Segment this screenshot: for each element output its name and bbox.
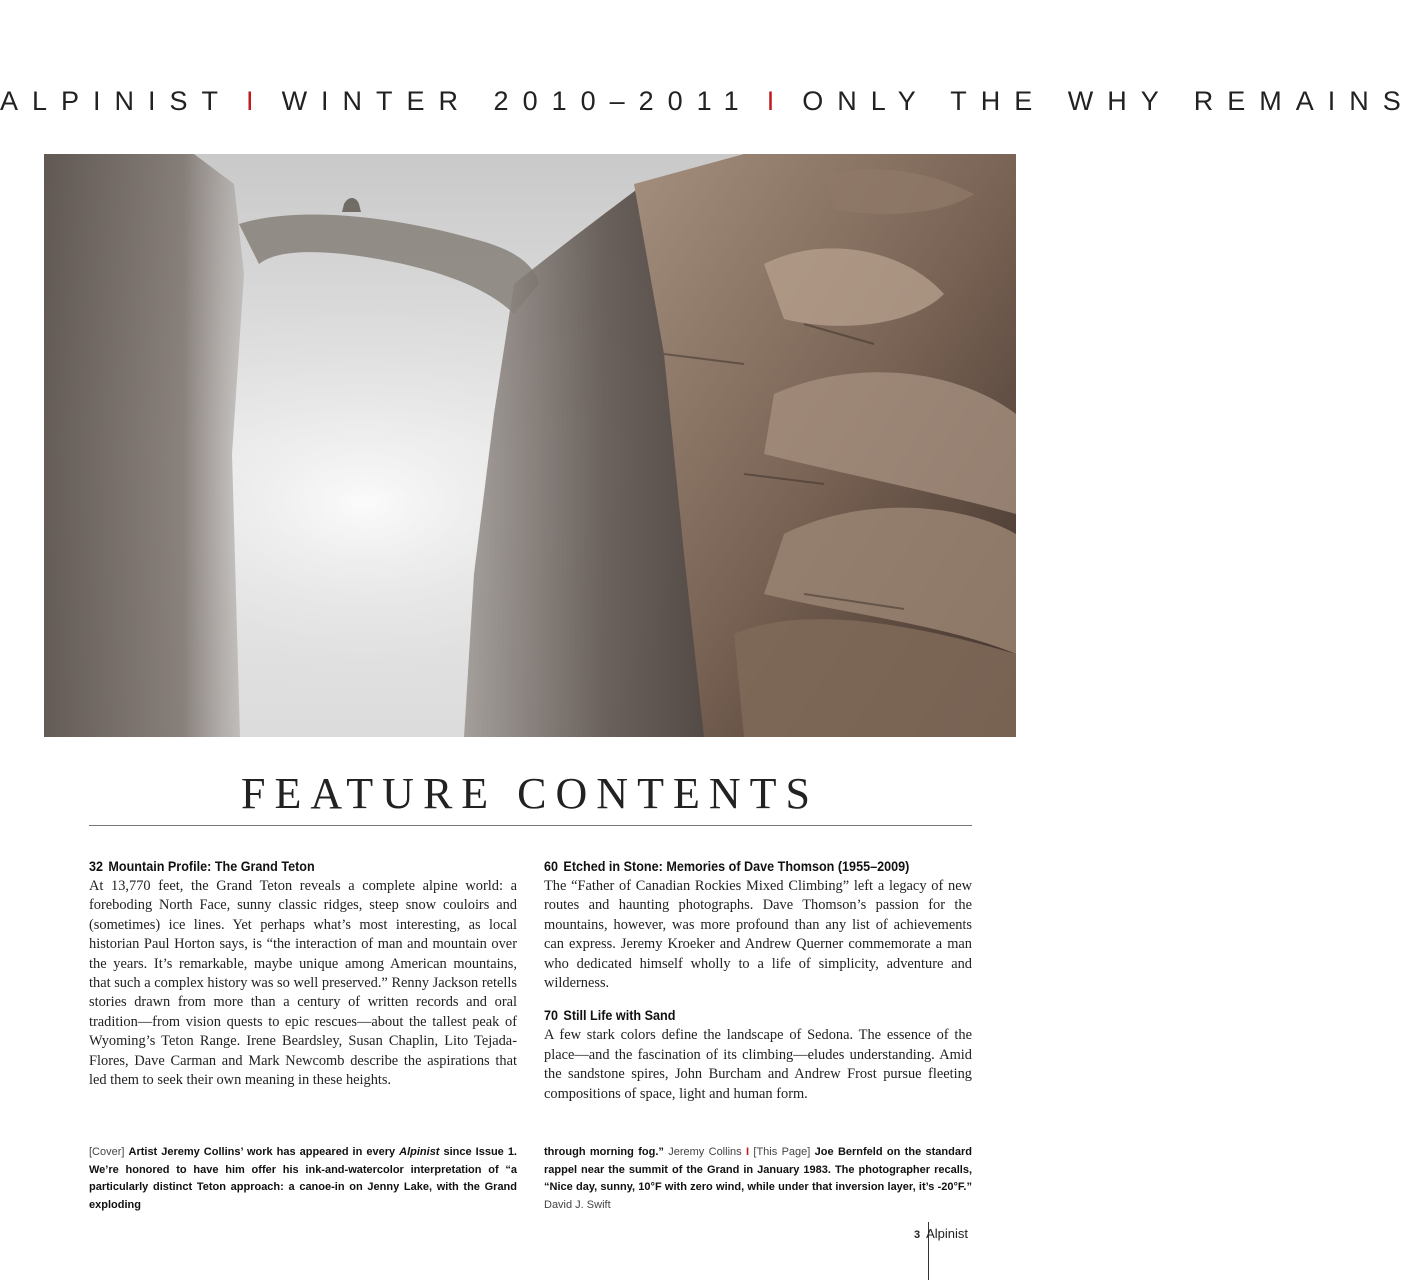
photo-caption-left (89, 1144, 517, 1214)
right-column (544, 858, 972, 1104)
feature-page-number: 32 (89, 858, 104, 874)
item-gap (544, 993, 972, 1007)
caption-page-credit: David J. Swift (544, 1198, 611, 1211)
header-magazine: ALPINIST (0, 86, 233, 116)
feature-heading-text: Mountain Profile: The Grand Teton (108, 858, 315, 874)
caption-cover-text-b: since Issue 1. We’re honored to have him offer his ink-and-watercolor interpretation of “a particularly distinct Teton approach: a canoe-in on Jenny Lake, with the Grand exploding (89, 1146, 517, 1211)
header-separator: I (246, 86, 268, 116)
feature-item (544, 858, 972, 993)
feature-item (544, 1007, 972, 1104)
caption-cover-text-c: through morning fog.” (544, 1146, 664, 1158)
caption-divider: I (745, 1146, 750, 1158)
feature-body: At 13,770 feet, the Grand Teton reveals a complete alpine world: a foreboding North Face, sunny classic ridges, steep snow couloirs and (sometimes) ice lines. Yet perhaps what’s most interesting, as local historian Paul Horton says, is “the interaction of man and mountain over the years. It’s remarkable, maybe unique among American mountains, that such a complex history was so well preserved.” Renny Jackson retells stories drawn from more than a century of written records and oral tradition—from vision quests to epic rescues—about the tallest peak of Wyoming’s Teton Range. Irene Beardsley, Susan Chaplin, Lito Tejada-Flores, Dave Carman and Mark Newcomb describe the aspirations that led them to seek their own meaning in these heights. (89, 878, 517, 1089)
folio-page-number: 3 (914, 1229, 921, 1241)
caption-cover-italic: Alpinist (399, 1146, 440, 1158)
caption-page-tag: [This Page] (753, 1146, 811, 1158)
feature-page-number: 70 (544, 1007, 559, 1024)
header-tagline: ONLY THE WHY REMAINS (802, 86, 1415, 116)
caption-cover-text-a: Artist Jeremy Collins’ work has appeared in every (128, 1146, 400, 1158)
folio-magazine: Alpinist (926, 1226, 969, 1241)
caption-cover-tag: [Cover] (89, 1146, 125, 1158)
left-column (89, 858, 517, 1090)
feature-contents-title: FEATURE CONTENTS (241, 769, 819, 818)
photo-caption-right (544, 1144, 972, 1214)
feature-item (89, 858, 517, 1090)
feature-heading-text: Still Life with Sand (563, 1007, 676, 1024)
feature-heading (544, 858, 929, 874)
feature-page-number: 60 (544, 858, 559, 874)
feature-body: The “Father of Canadian Rockies Mixed Climbing” left a legacy of new routes and haunting photographs. Dave Thomson’s passion for the mountains, however, was more profound than any list of achievements can express. Jeremy Kroeker and Andrew Querner commemorate a man who dedicated himself wholly to a life of simplicity, adventure and wilderness. (544, 878, 972, 992)
climber-on-rock-bridge-in-fog-icon (44, 154, 1016, 737)
feature-body: A few stark colors define the landscape of Sedona. The essence of the place—and the fascination of its climbing—eludes understanding. Amid the sandstone spires, John Burcham and Andrew Frost pursue fleeting compositions of space, light and human form. (544, 1027, 972, 1102)
feature-heading (544, 1007, 929, 1023)
folio (914, 1226, 968, 1241)
feature-photo (44, 154, 1016, 737)
feature-heading (89, 858, 474, 874)
title-rule (89, 825, 972, 826)
header-separator-2: I (766, 86, 789, 116)
caption-cover-credit: Jeremy Collins (668, 1146, 742, 1158)
running-header (0, 86, 1415, 117)
header-issue: WINTER 2010–2011 (281, 86, 753, 116)
feature-heading-text: Etched in Stone: Memories of Dave Thomson (1955–2009) (563, 858, 910, 874)
caption-page-text: Joe Bernfeld on the standard rappel near the summit of the Grand in January 1983. The photographer recalls, “Nice day, sunny, 10°F with zero wind, while under that inversion layer, it’s -20°F.” (544, 1146, 972, 1193)
